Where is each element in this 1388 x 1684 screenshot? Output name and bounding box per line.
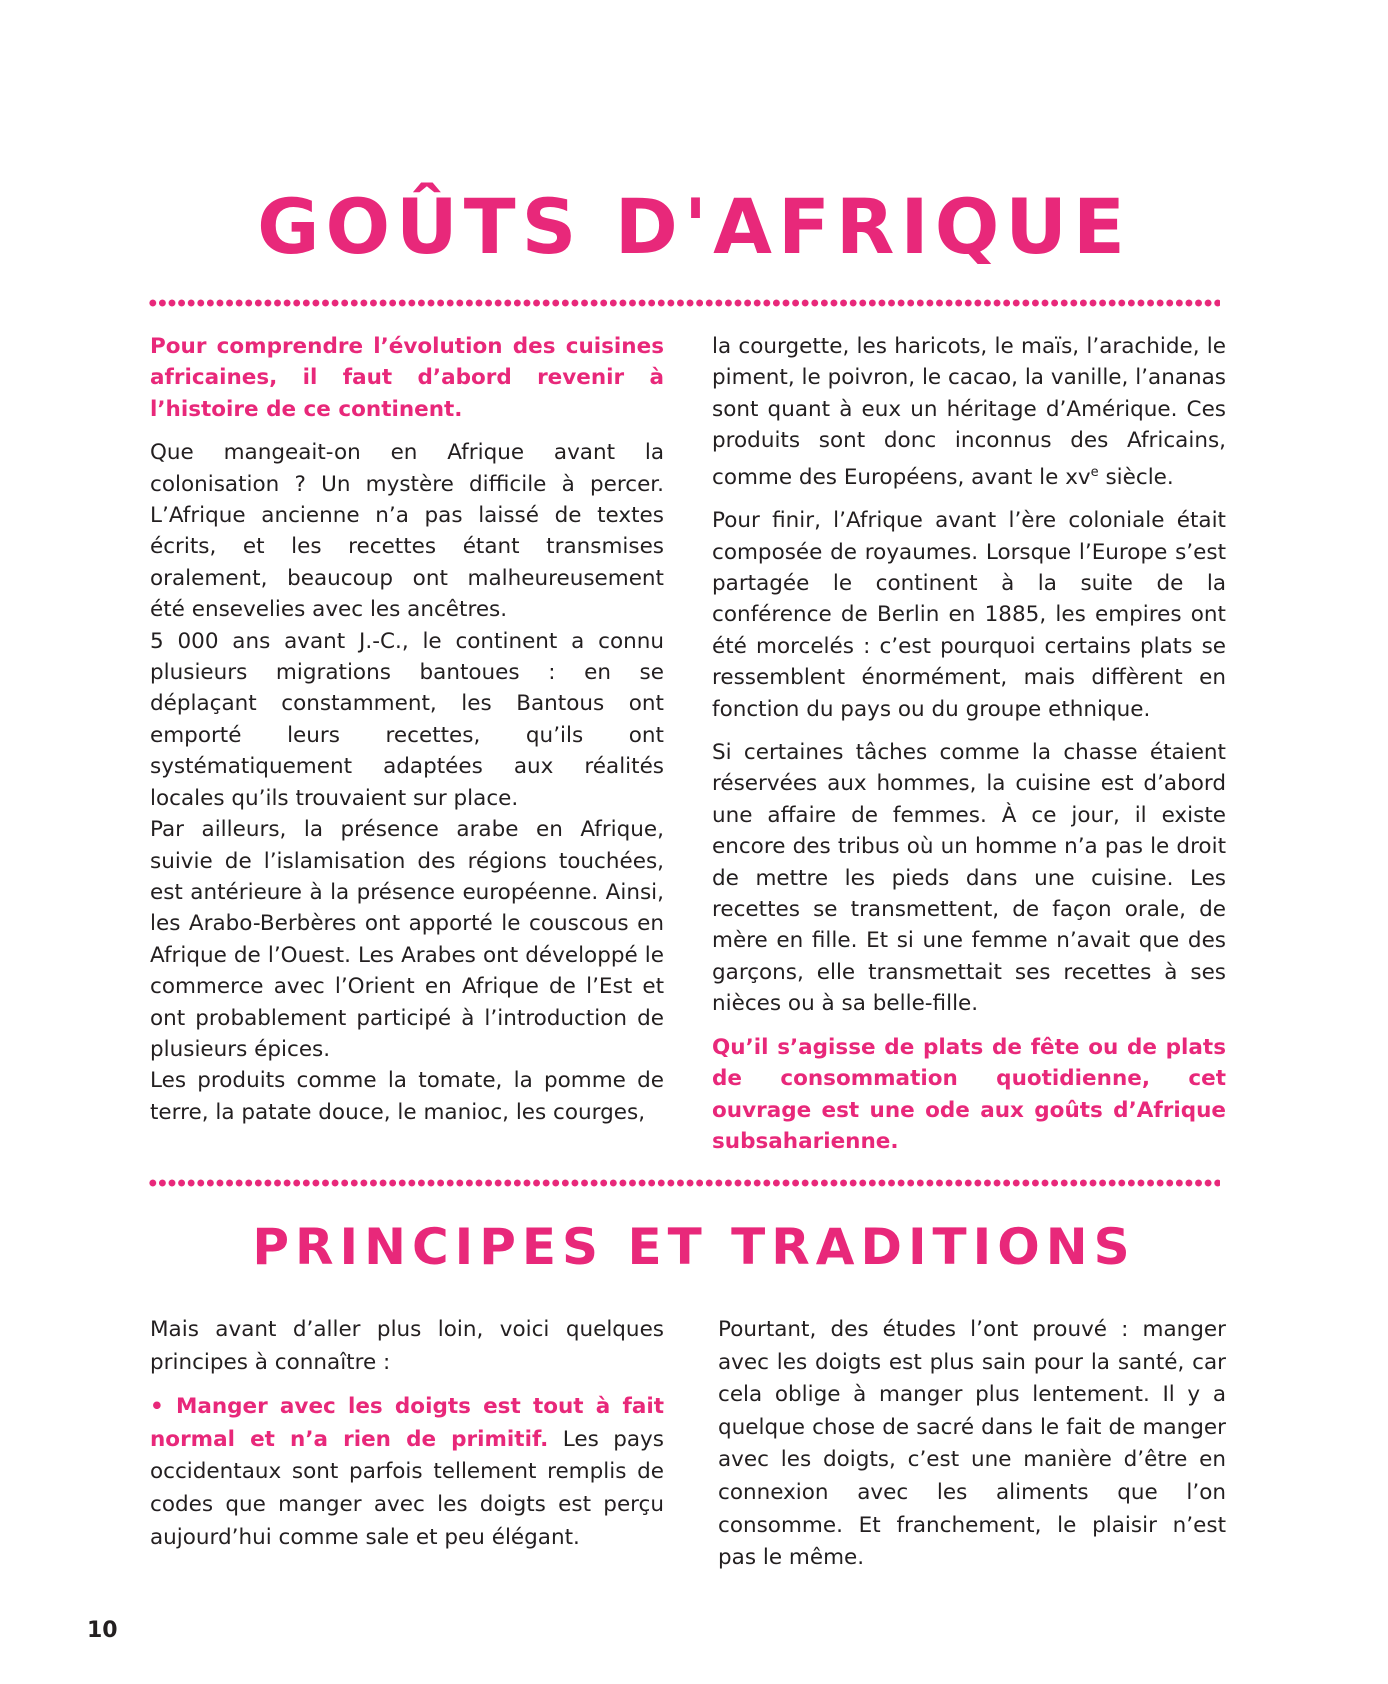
paragraph: Les produits comme la tomate, la pomme de terre, la patate douce, le manioc, les courges, xyxy=(150,1068,664,1125)
column-right-section1 xyxy=(712,331,1226,1157)
bullet-text: Les pays occidentaux sont parfois tellement remplis de codes que manger avec les doigts est perçu aujourd’hui comme sale et peu élégant. xyxy=(150,1426,664,1550)
paragraph: Mais avant d’aller plus loin, voici quelques principes à connaître : xyxy=(150,1317,664,1375)
section-title-principes-et-traditions: PRINCIPES ET TRADITIONS xyxy=(252,1218,1136,1276)
bullet-paragraph xyxy=(150,1391,664,1554)
paragraph xyxy=(712,331,1226,493)
paragraph-continued: la courgette, les haricots, le maïs, l’arachide, le piment, le poivron, le cacao, la vanille, l’ananas sont quant à eux un héritage d’Amérique. Ces produits sont donc inconnus des Africains, comme des Européens, avant le xyxy=(712,334,1226,490)
paragraph-end: siècle. xyxy=(1098,464,1174,490)
paragraph: Si certaines tâches comme la chasse étaient réservées aux hommes, la cuisine est d’abord une affaire de femmes. À ce jour, il existe encore des tribus où un homme n’a pas le droit de mettre les pieds dans une cuisine. Les recettes se transmettent, de façon orale, de mère en fille. Et si une femme n’avait que des garçons, elle transmettait ses recettes à ses nièces ou à sa belle-fille. xyxy=(712,740,1226,1017)
page-number: 10 xyxy=(87,1618,118,1643)
section-title-gouts-dafrique: GOÛTS D'AFRIQUE xyxy=(257,182,1131,271)
outro-paragraph: Qu’il s’agisse de plats de fête ou de plats de consommation quotidienne, cet ouvrage est une ode aux goûts d’Afrique subsaharienne. xyxy=(712,1034,1226,1154)
intro-paragraph: Pour comprendre l’évolution des cuisines africaines, il faut d’abord revenir à l’histoire de ce continent. xyxy=(150,334,664,422)
column-left-section2 xyxy=(150,1314,664,1554)
column-left-section1 xyxy=(150,331,664,1128)
column-right-section2 xyxy=(718,1314,1226,1575)
paragraph: Pourtant, des études l’ont prouvé : manger avec les doigts est plus sain pour la santé, car cela oblige à manger plus lentement. Il y a quelque chose de sacré dans le fait de manger avec les doigts, c’est une manière d’être en connexion avec les aliments que l’on consomme. Et franchement, le plaisir n’est pas le même. xyxy=(718,1317,1226,1571)
bullet-accent-text: • Manger avec les doigts est tout à fait normal et n’a rien de primitif. xyxy=(150,1394,664,1452)
dotted-divider xyxy=(148,299,1220,307)
century-superscript: e xyxy=(1090,464,1099,480)
paragraph: Pour finir, l’Afrique avant l’ère coloniale était composée de royaumes. Lorsque l’Europe s’est partagée le continent à la suite de la conférence de Berlin en 1885, les empires ont été morcelés : c’est pourquoi certains plats se ressemblent énormément, mais diffèrent en fonction du pays ou du groupe ethnique. xyxy=(712,508,1226,722)
paragraph: Que mangeait-on en Afrique avant la colonisation ? Un mystère difficile à percer. L’Afrique ancienne n’a pas laissé de textes écrits, et les recettes étant transmises oralement, beaucoup ont malheureusement été ensevelies avec les ancêtres. xyxy=(150,440,664,623)
paragraph: 5 000 ans avant J.-C., le continent a connu plusieurs migrations bantoues : en se déplaçant constamment, les Bantous ont emporté leurs recettes, qu’ils ont systématiquement adaptées aux réalités locales qu’ils trouvaient sur place. xyxy=(150,628,664,811)
paragraph: Par ailleurs, la présence arabe en Afrique, suivie de l’islamisation des régions touchées, est antérieure à la présence européenne. Ainsi, les Arabo-Berbères ont apporté le couscous en Afrique de l’Ouest. Les Arabes ont développé le commerce avec l’Orient en Afrique de l’Est et ont probablement participé à l’introduction de plusieurs épices. xyxy=(150,817,664,1062)
dotted-divider xyxy=(148,1179,1220,1187)
century-numeral: xv xyxy=(1065,464,1091,490)
